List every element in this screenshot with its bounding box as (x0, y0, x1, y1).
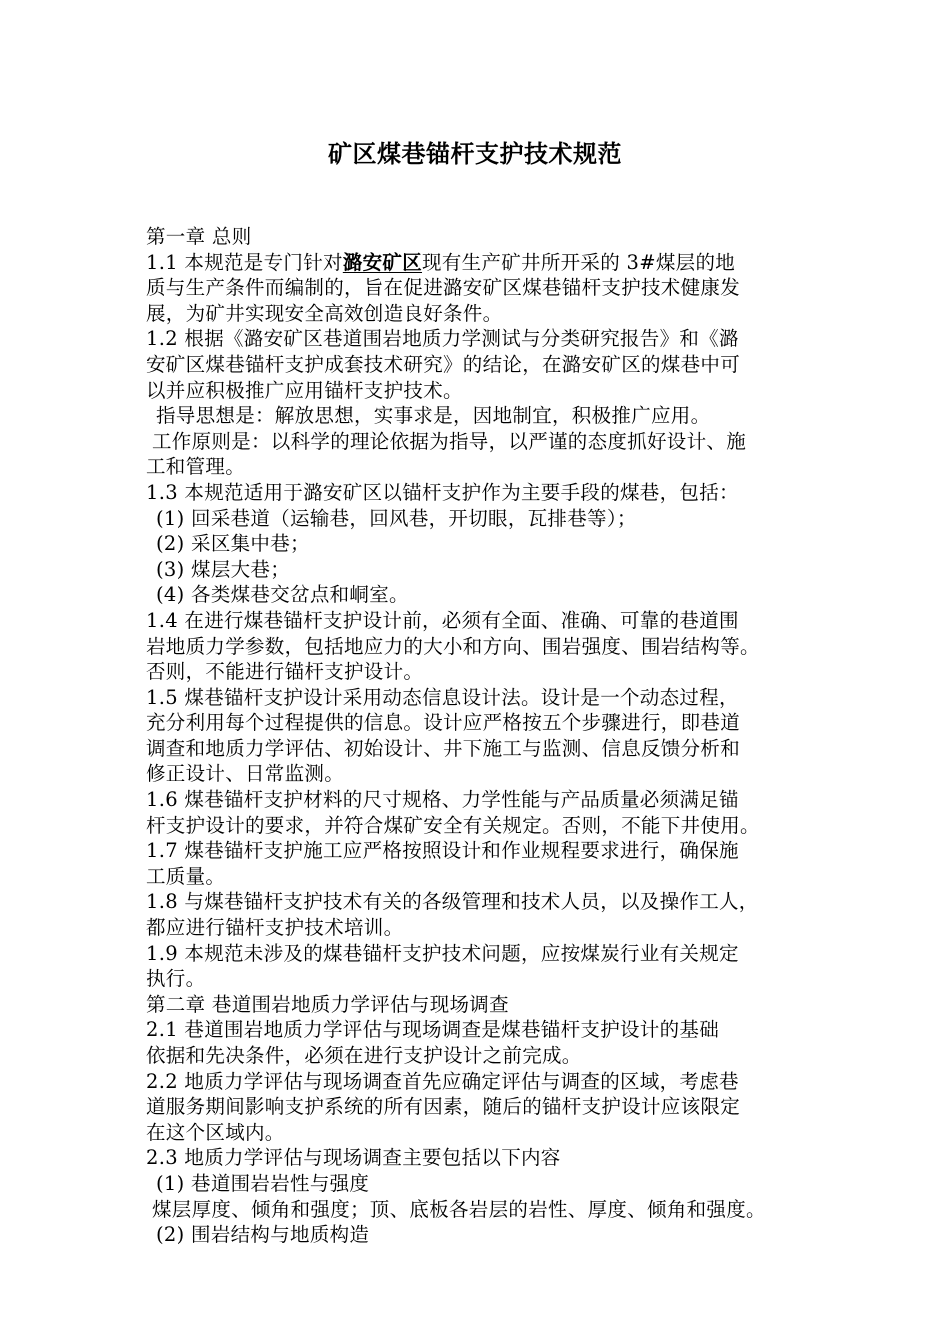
paragraph-line: 道服务期间影响支护系统的所有因素，随后的锚杆支护设计应该限定 (146, 1095, 741, 1119)
paragraph-line: 1.7 煤巷锚杆支护施工应严格按照设计和作业规程要求进行，确保施 (146, 839, 739, 863)
paragraph-line: 1.4 在进行煤巷锚杆支护设计前，必须有全面、准确、可靠的巷道围 (146, 608, 739, 632)
paragraph-line: 调查和地质力学评估、初始设计、井下施工与监测、信息反馈分析和 (146, 736, 741, 760)
paragraph-line-text: 1.1 本规范是专门针对 (146, 250, 343, 274)
paragraph-line: 都应进行锚杆支护技术培训。 (146, 916, 404, 940)
paragraph-line: 否则，不能进行锚杆支护设计。 (146, 660, 424, 684)
paragraph-line: 依据和先决条件，必须在进行支护设计之前完成。 (146, 1044, 582, 1067)
paragraph-line: 1.6 煤巷锚杆支护材料的尺寸规格、力学性能与产品质量必须满足锚 (146, 788, 739, 812)
list-item: (4) 各类煤巷交岔点和峒室。 (156, 583, 409, 607)
list-item: (2) 围岩结构与地质构造 (156, 1223, 370, 1247)
list-item: (1) 回采巷道（运输巷，回风巷，开切眼，瓦排巷等）； (156, 506, 637, 530)
paragraph-line (146, 250, 816, 276)
paragraph-line: 在这个区域内。 (146, 1120, 285, 1144)
paragraph-line: 修正设计、日常监测。 (146, 762, 345, 786)
paragraph-line: 执行。 (146, 967, 206, 991)
paragraph-line: 以并应积极推广应用锚杆支护技术。 (146, 378, 463, 402)
paragraph-line: 煤层厚度、倾角和强度；顶、底板各岩层的岩性、厚度、倾角和强度。 (152, 1197, 766, 1221)
paragraph-line: 工质量。 (146, 864, 226, 888)
paragraph-line: 1.9 本规范未涉及的煤巷锚杆支护技术问题，应按煤炭行业有关规定 (146, 941, 739, 965)
document-body (146, 224, 816, 1248)
paragraph-line: 1.2 根据《潞安矿区巷道围岩地质力学测试与分类研究报告》和《潞 (146, 327, 739, 351)
paragraph-line: 岩地质力学参数，包括地应力的大小和方向、围岩强度、围岩结构等。 (146, 634, 760, 658)
paragraph-line: 安矿区煤巷锚杆支护成套技术研究》的结论，在潞安矿区的煤巷中可 (146, 352, 741, 376)
chapter-heading: 第一章 总则 (146, 225, 252, 248)
list-item: (1) 巷道围岩岩性与强度 (156, 1171, 370, 1195)
document-title: 矿区煤巷锚杆支护技术规范 (328, 140, 622, 168)
paragraph-line: 展，为矿井实现安全高效创造良好条件。 (146, 301, 503, 325)
paragraph-line: 1.3 本规范适用于潞安矿区以锚杆支护作为主要手段的煤巷，包括： (146, 480, 739, 504)
paragraph-line: 2.3 地质力学评估与现场调查主要包括以下内容 (146, 1146, 561, 1170)
paragraph-line: 1.5 煤巷锚杆支护设计采用动态信息设计法。设计是一个动态过程， (146, 685, 739, 709)
paragraph-line: 1.8 与煤巷锚杆支护技术有关的各级管理和技术人员，以及操作工人， (146, 890, 759, 914)
paragraph-line: 质与生产条件而编制的，旨在促进潞安矿区煤巷锚杆支护技术健康发 (146, 276, 741, 300)
paragraph-line: 工和管理。 (146, 455, 246, 479)
highlighted-term: 潞安矿区 (342, 250, 423, 274)
paragraph-line: 杆支护设计的要求，并符合煤矿安全有关规定。否则，不能下井使用。 (146, 813, 760, 837)
paragraph-line: 2.2 地质力学评估与现场调查首先应确定评估与调查的区域，考虑巷 (146, 1069, 739, 1093)
paragraph-line-text: 现有生产矿井所开采的 3#煤层的地 (422, 250, 736, 274)
paragraph-line: 2.1 巷道围岩地质力学评估与现场调查是煤巷锚杆支护设计的基础 (146, 1018, 720, 1042)
paragraph-line: 工作原则是：以科学的理论依据为指导，以严谨的态度抓好设计、施 (152, 429, 747, 453)
chapter-heading: 第二章 巷道围岩地质力学评估与现场调查 (146, 992, 509, 1016)
list-item: (3) 煤层大巷； (156, 557, 291, 581)
paragraph-line: 充分利用每个过程提供的信息。设计应严格按五个步骤进行，即巷道 (146, 711, 741, 735)
paragraph-line: 指导思想是：解放思想，实事求是，因地制宜，积极推广应用。 (156, 404, 711, 428)
list-item: (2) 采区集中巷； (156, 532, 310, 556)
